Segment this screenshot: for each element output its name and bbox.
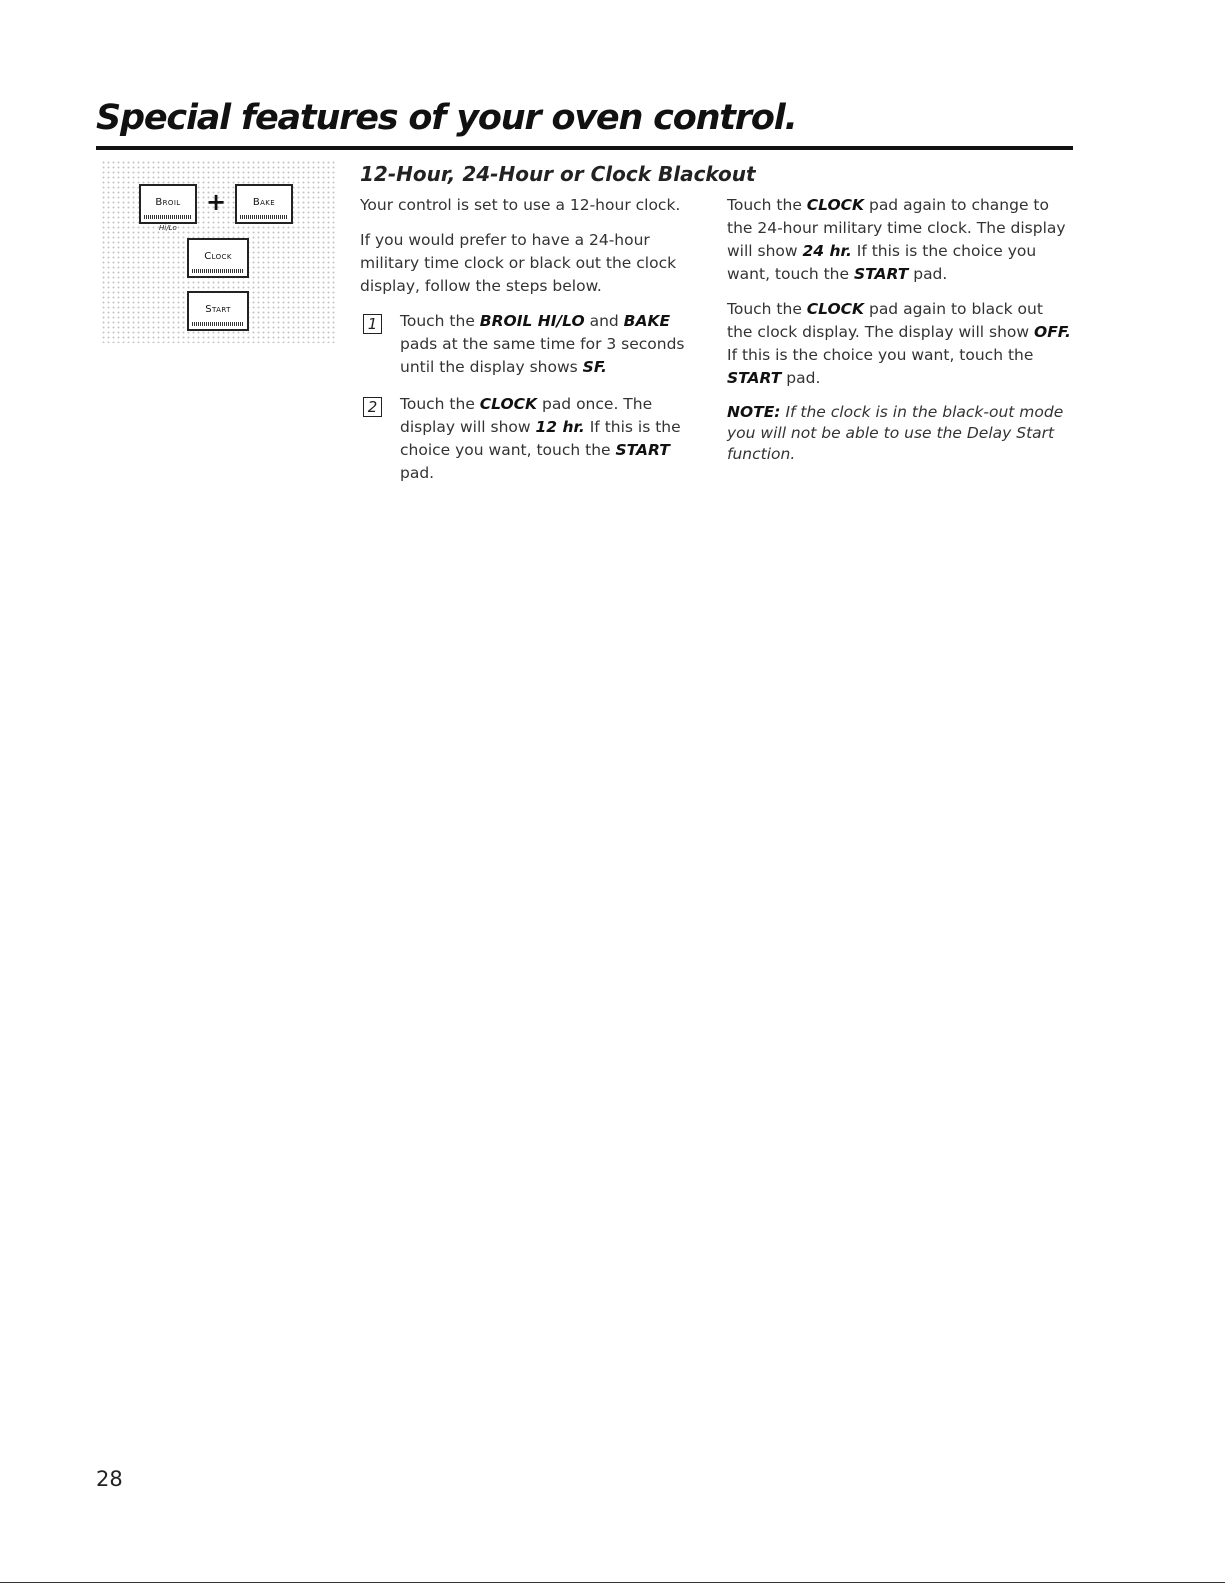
hilo-label: Hi/Lo (159, 224, 177, 232)
step1-keyword-sf: SF. (582, 358, 607, 376)
section-heading: 12-Hour, 24-Hour or Clock Blackout (360, 162, 756, 186)
right-p1-text: pad. (908, 265, 948, 283)
instructions-paragraph: If you would prefer to have a 24-hour military time clock or black out the clock display, follow the steps below. (360, 231, 677, 295)
step2-keyword-start: START (615, 441, 670, 459)
broil-pad-label: Broil (155, 196, 181, 208)
right-paragraph-off (727, 298, 1072, 390)
page-title: Special features of your oven control. (96, 98, 797, 138)
step2-text: Touch the (400, 395, 480, 413)
step1-text: and (584, 312, 624, 330)
step1-keyword-broil: BROIL HI/LO (479, 312, 585, 330)
start-pad-label: Start (205, 303, 231, 315)
step-number-1: 1 (363, 314, 382, 334)
control-panel-illustration (101, 160, 337, 343)
step1-text: Touch the (400, 312, 480, 330)
right-p1-keyword-clock: CLOCK (806, 196, 865, 214)
step2-keyword-clock: CLOCK (479, 395, 538, 413)
step2-text: If this is the choice you want, touch the (400, 418, 681, 459)
clock-pad-label: Clock (204, 250, 232, 262)
clock-pad (187, 238, 249, 278)
step2-text: pad once. The display will show (400, 395, 653, 436)
note-text: If the clock is in the black-out mode you will not be able to use the Delay Start function. (727, 403, 1064, 463)
right-p2-text: pad. (781, 369, 821, 387)
plus-icon: + (206, 188, 227, 216)
bake-pad-label: Bake (252, 196, 276, 208)
step1-text: pads at the same time for 3 seconds until the display shows (400, 335, 685, 376)
note-paragraph (727, 402, 1072, 465)
right-p2-text: Touch the (727, 300, 807, 318)
right-paragraph-24hr (727, 194, 1072, 286)
page-number: 28 (96, 1467, 123, 1491)
bake-pad (235, 184, 293, 224)
right-p1-text: Touch the (727, 196, 807, 214)
left-column (360, 194, 705, 499)
right-p2-keyword-off: OFF. (1034, 323, 1071, 341)
right-p2-text: If this is the choice you want, touch the (727, 346, 1034, 364)
right-p1-keyword-start: START (853, 265, 909, 283)
broil-hilo-pad (139, 184, 197, 224)
step-1 (360, 310, 705, 379)
right-column (727, 194, 1072, 477)
note-label: NOTE: (727, 403, 781, 421)
start-pad (187, 291, 249, 331)
step1-keyword-bake: BAKE (623, 312, 671, 330)
title-rule (96, 146, 1073, 150)
bottom-rule (0, 1582, 1225, 1583)
right-p1-keyword-24hr: 24 hr. (802, 242, 852, 260)
right-p2-text: pad again to black out the clock display. The display will show (727, 300, 1043, 341)
right-p2-keyword-start: START (727, 369, 782, 387)
step2-text: pad. (400, 464, 435, 482)
right-p1-text: pad again to change to the 24-hour military time clock. The display will show (727, 196, 1066, 260)
step2-keyword-12hr: 12 hr. (535, 418, 585, 436)
right-p1-text: If this is the choice you want, touch the (727, 242, 1037, 283)
intro-paragraph: Your control is set to use a 12-hour clock. (360, 196, 681, 214)
step-2 (360, 393, 705, 485)
step-number-2: 2 (363, 397, 382, 417)
right-p2-keyword-clock: CLOCK (806, 300, 865, 318)
